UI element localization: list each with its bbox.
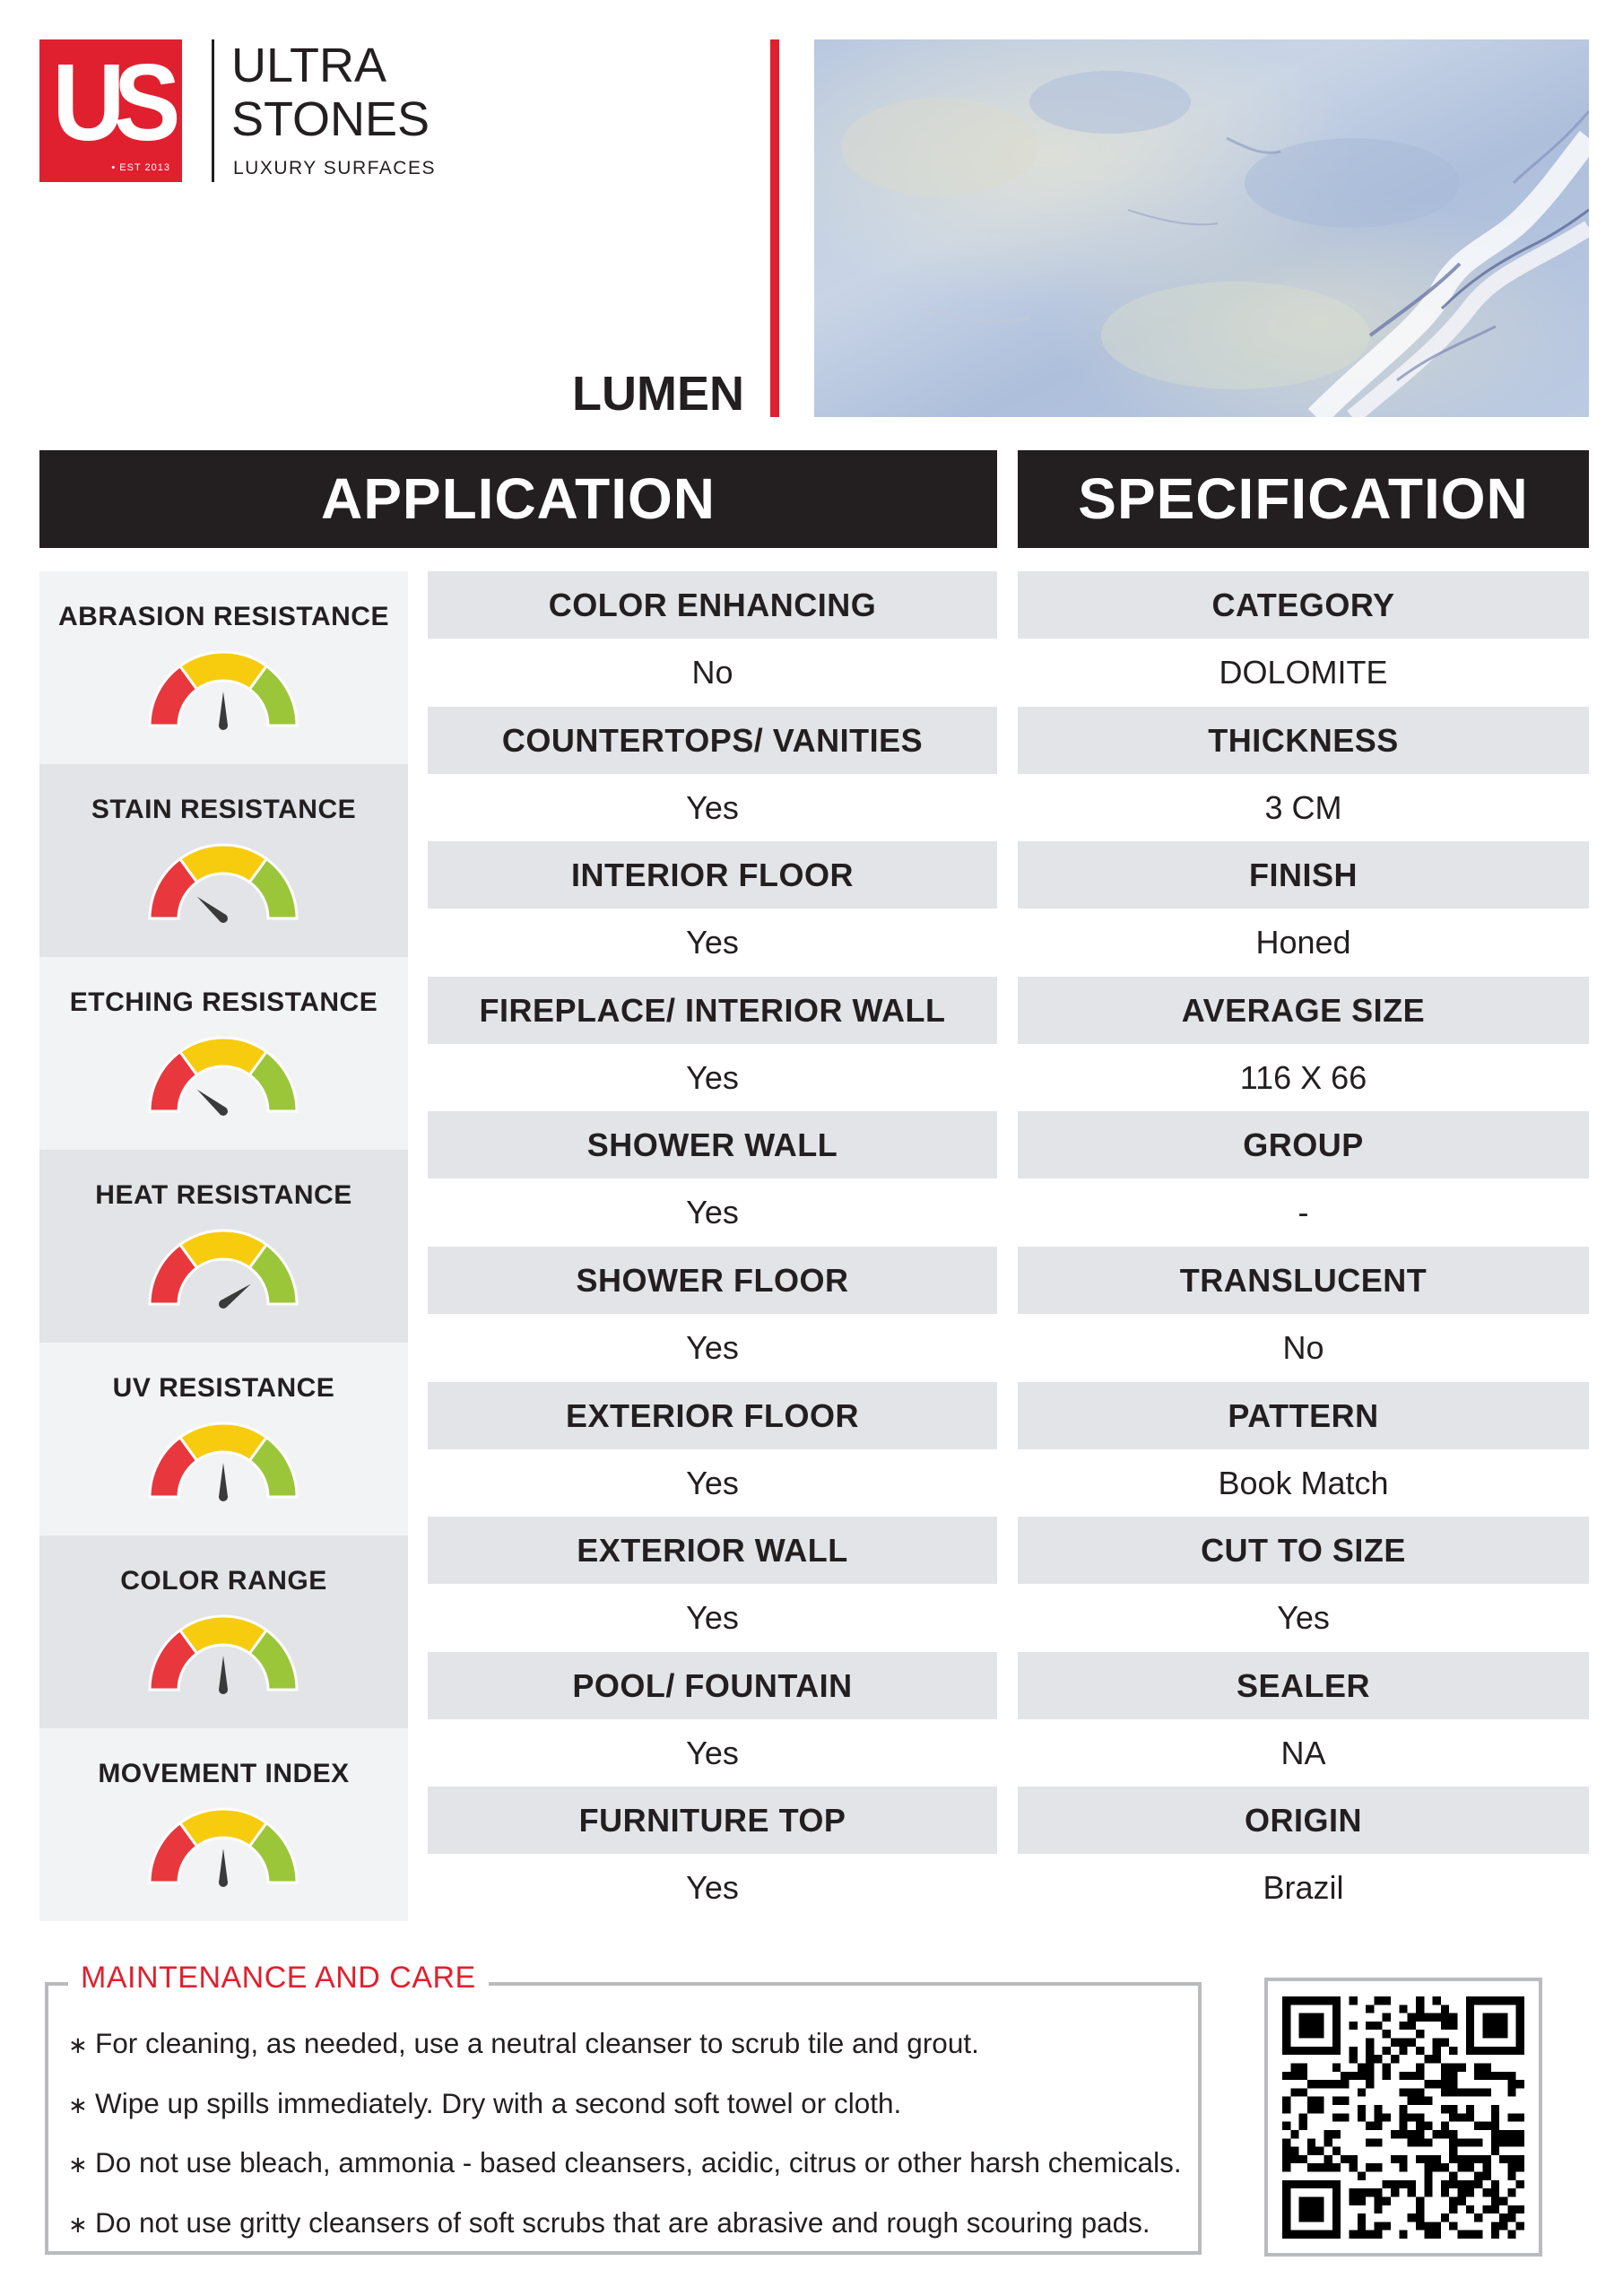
gauge-meter-icon	[147, 1031, 299, 1120]
application-heading: APPLICATION	[39, 450, 997, 548]
gauge-meter-icon	[147, 1416, 299, 1506]
gauge-label: ABRASION RESISTANCE	[58, 602, 389, 631]
specification-row	[1018, 1652, 1589, 1787]
application-row	[428, 1247, 997, 1382]
gauge-etching-resistance	[39, 957, 408, 1150]
application-row	[428, 841, 997, 977]
specification-value: DOLOMITE	[1219, 654, 1388, 691]
specification-label: FINISH	[1018, 841, 1589, 909]
logo-divider	[212, 39, 214, 182]
gauge-label: COLOR RANGE	[120, 1566, 327, 1596]
gauge-stain-resistance	[39, 764, 408, 957]
gauge-label: UV RESISTANCE	[112, 1373, 335, 1403]
gauge-needle	[219, 691, 228, 726]
application-label: POOL/ FOUNTAIN	[428, 1652, 997, 1719]
qr-code[interactable]	[1282, 1996, 1524, 2239]
gauge-color-range	[39, 1535, 408, 1728]
specification-label: GROUP	[1018, 1111, 1589, 1178]
specification-value: 3 CM	[1264, 788, 1342, 826]
gauge-needle	[219, 1463, 228, 1497]
gauge-meter-icon	[147, 1609, 299, 1699]
application-value: Yes	[686, 788, 739, 826]
specification-label: AVERAGE SIZE	[1018, 977, 1589, 1044]
gauge-hub	[219, 1107, 228, 1116]
maintenance-item	[68, 2134, 1198, 2194]
specification-value: Honed	[1255, 924, 1351, 961]
specification-value: -	[1298, 1194, 1309, 1231]
maintenance-item	[68, 2074, 1198, 2135]
gauge-uv-resistance	[39, 1343, 408, 1535]
maintenance-list	[68, 2014, 1198, 2253]
gauge-meter-icon	[147, 1223, 299, 1313]
gauge-hub	[219, 1685, 228, 1694]
maintenance-item-text: Do not use gritty cleansers of soft scrubs that are abrasive and rough scouring pads.	[95, 2205, 1150, 2239]
gauge-hub	[219, 1300, 228, 1309]
application-row	[428, 1111, 997, 1247]
maintenance-title: MAINTENANCE AND CARE	[68, 1961, 489, 1996]
brand-name-line1: ULTRA	[231, 39, 387, 92]
application-value: Yes	[686, 924, 739, 961]
bullet-icon: ∗	[68, 2091, 88, 2118]
brand-name-line2: STONES	[231, 92, 430, 146]
maintenance-item	[68, 2014, 1198, 2074]
specification-value: No	[1282, 1328, 1324, 1366]
application-label: COUNTERTOPS/ VANITIES	[428, 707, 997, 774]
specification-row	[1018, 1111, 1589, 1247]
specification-row	[1018, 1787, 1589, 1922]
maintenance-item	[68, 2194, 1198, 2254]
maintenance-item-text: Wipe up spills immediately. Dry with a second soft towel or cloth.	[95, 2086, 902, 2119]
stone-slab-image	[814, 39, 1589, 417]
specification-value: Book Match	[1218, 1464, 1389, 1501]
maintenance-item-text: Do not use bleach, ammonia - based cleansers, acidic, citrus or other harsh chemicals.	[95, 2146, 1182, 2179]
specification-heading: SPECIFICATION	[1018, 450, 1589, 548]
specification-row	[1018, 1247, 1589, 1382]
specification-row	[1018, 1382, 1589, 1518]
gauge-hub	[219, 721, 228, 730]
application-label: FIREPLACE/ INTERIOR WALL	[428, 977, 997, 1044]
specification-row	[1018, 707, 1589, 842]
gauge-heat-resistance	[39, 1150, 408, 1343]
brand-logo	[39, 39, 182, 182]
gauge-label: HEAT RESISTANCE	[95, 1180, 352, 1210]
specification-row	[1018, 1517, 1589, 1652]
application-label: EXTERIOR FLOOR	[428, 1382, 997, 1449]
bullet-icon: ∗	[68, 2151, 88, 2178]
gauge-meter-icon	[147, 1802, 299, 1892]
gauge-hub	[219, 914, 228, 923]
application-row	[428, 1382, 997, 1518]
specification-row	[1018, 977, 1589, 1112]
specification-value: 116 X 66	[1239, 1058, 1367, 1096]
product-name: LUMEN	[572, 367, 744, 421]
specification-row	[1018, 571, 1589, 707]
application-row	[428, 1652, 997, 1787]
maintenance-item-text: For cleaning, as needed, use a neutral cleanser to scrub tile and grout.	[95, 2027, 979, 2059]
application-row	[428, 1517, 997, 1652]
specification-label: ORIGIN	[1018, 1787, 1589, 1854]
application-value: Yes	[686, 1734, 739, 1771]
application-row	[428, 571, 997, 707]
specification-label: PATTERN	[1018, 1382, 1589, 1449]
specification-label: CATEGORY	[1018, 571, 1589, 639]
gauge-label: ETCHING RESISTANCE	[69, 987, 378, 1017]
qr-modules	[1282, 1996, 1524, 2239]
accent-divider	[770, 39, 779, 417]
application-value: Yes	[686, 1869, 739, 1907]
gauge-meter-icon	[147, 645, 299, 735]
bullet-icon: ∗	[68, 2031, 88, 2058]
specification-row	[1018, 841, 1589, 977]
application-row	[428, 1787, 997, 1922]
specification-value: NA	[1280, 1734, 1326, 1771]
gauge-movement-index	[39, 1728, 408, 1921]
gauge-label: MOVEMENT INDEX	[98, 1759, 350, 1788]
brand-tagline: LUXURY SURFACES	[233, 158, 436, 178]
application-row	[428, 707, 997, 842]
specification-table	[1018, 571, 1589, 1922]
application-value: Yes	[686, 1058, 739, 1096]
gauge-column	[39, 571, 408, 1921]
application-value: Yes	[686, 1328, 739, 1366]
specification-label: THICKNESS	[1018, 707, 1589, 774]
specification-value: Brazil	[1263, 1869, 1344, 1907]
logo-monogram: US	[52, 41, 169, 163]
application-table	[428, 571, 997, 1922]
application-value: Yes	[686, 1464, 739, 1501]
application-value: No	[691, 654, 733, 691]
application-row	[428, 977, 997, 1112]
bullet-icon: ∗	[68, 2210, 88, 2238]
gauge-hub	[219, 1878, 228, 1887]
specification-value: Yes	[1277, 1599, 1330, 1637]
specification-label: TRANSLUCENT	[1018, 1247, 1589, 1314]
specification-label: CUT TO SIZE	[1018, 1517, 1589, 1584]
logo-est: • EST 2013	[111, 162, 170, 173]
gauge-hub	[219, 1492, 228, 1501]
application-value: Yes	[686, 1599, 739, 1637]
application-label: INTERIOR FLOOR	[428, 841, 997, 909]
gauge-meter-icon	[147, 838, 299, 927]
application-label: COLOR ENHANCING	[428, 571, 997, 639]
application-value: Yes	[686, 1194, 739, 1231]
gauge-needle	[219, 1848, 228, 1883]
application-label: SHOWER WALL	[428, 1111, 997, 1178]
application-label: FURNITURE TOP	[428, 1787, 997, 1854]
application-label: SHOWER FLOOR	[428, 1247, 997, 1314]
gauge-needle	[219, 1656, 228, 1690]
application-label: EXTERIOR WALL	[428, 1517, 997, 1584]
specification-label: SEALER	[1018, 1652, 1589, 1719]
gauge-label: STAIN RESISTANCE	[91, 795, 357, 824]
gauge-abrasion-resistance	[39, 571, 408, 764]
